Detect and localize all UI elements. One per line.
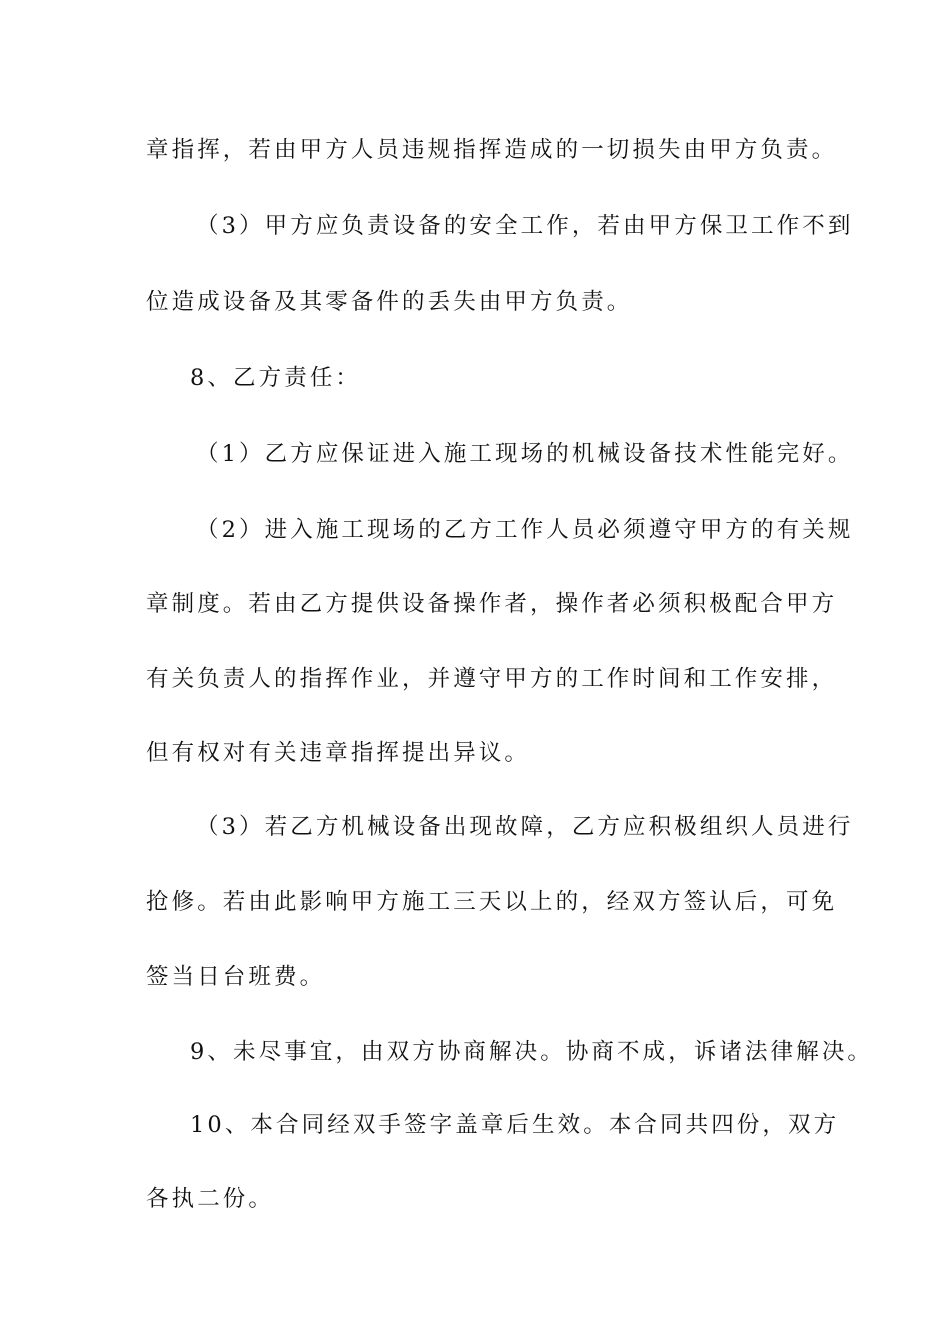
- text-line: 章制度。若由乙方提供设备操作者，操作者必须积极配合甲方: [146, 591, 838, 617]
- text-line: 有关负责人的指挥作业，并遵守甲方的工作时间和工作安排，: [146, 666, 838, 692]
- text-line: （3）甲方应负责设备的安全工作，若由甲方保卫工作不到: [196, 213, 854, 239]
- text-line: （1）乙方应保证进入施工现场的机械设备技术性能完好。: [196, 441, 854, 467]
- section-heading: 9、未尽事宜，由双方协商解决。协商不成，诉诸法律解决。: [190, 1039, 874, 1065]
- text-line: 各执二份。: [146, 1186, 275, 1212]
- text-line: 章指挥，若由甲方人员违规指挥造成的一切损失由甲方负责。: [146, 137, 838, 163]
- text-line: 签当日台班费。: [146, 964, 326, 990]
- text-line: 抢修。若由此影响甲方施工三天以上的，经双方签认后，可免: [146, 889, 838, 915]
- text-line: （3）若乙方机械设备出现故障，乙方应积极组织人员进行: [196, 814, 854, 840]
- section-heading: 10、本合同经双手签字盖章后生效。本合同共四份，双方: [190, 1112, 840, 1138]
- text-line: （2）进入施工现场的乙方工作人员必须遵守甲方的有关规: [196, 517, 854, 543]
- text-line: 但有权对有关违章指挥提出异议。: [146, 740, 531, 766]
- section-heading: 8、乙方责任：: [190, 365, 362, 391]
- text-line: 位造成设备及其零备件的丢失由甲方负责。: [146, 289, 633, 315]
